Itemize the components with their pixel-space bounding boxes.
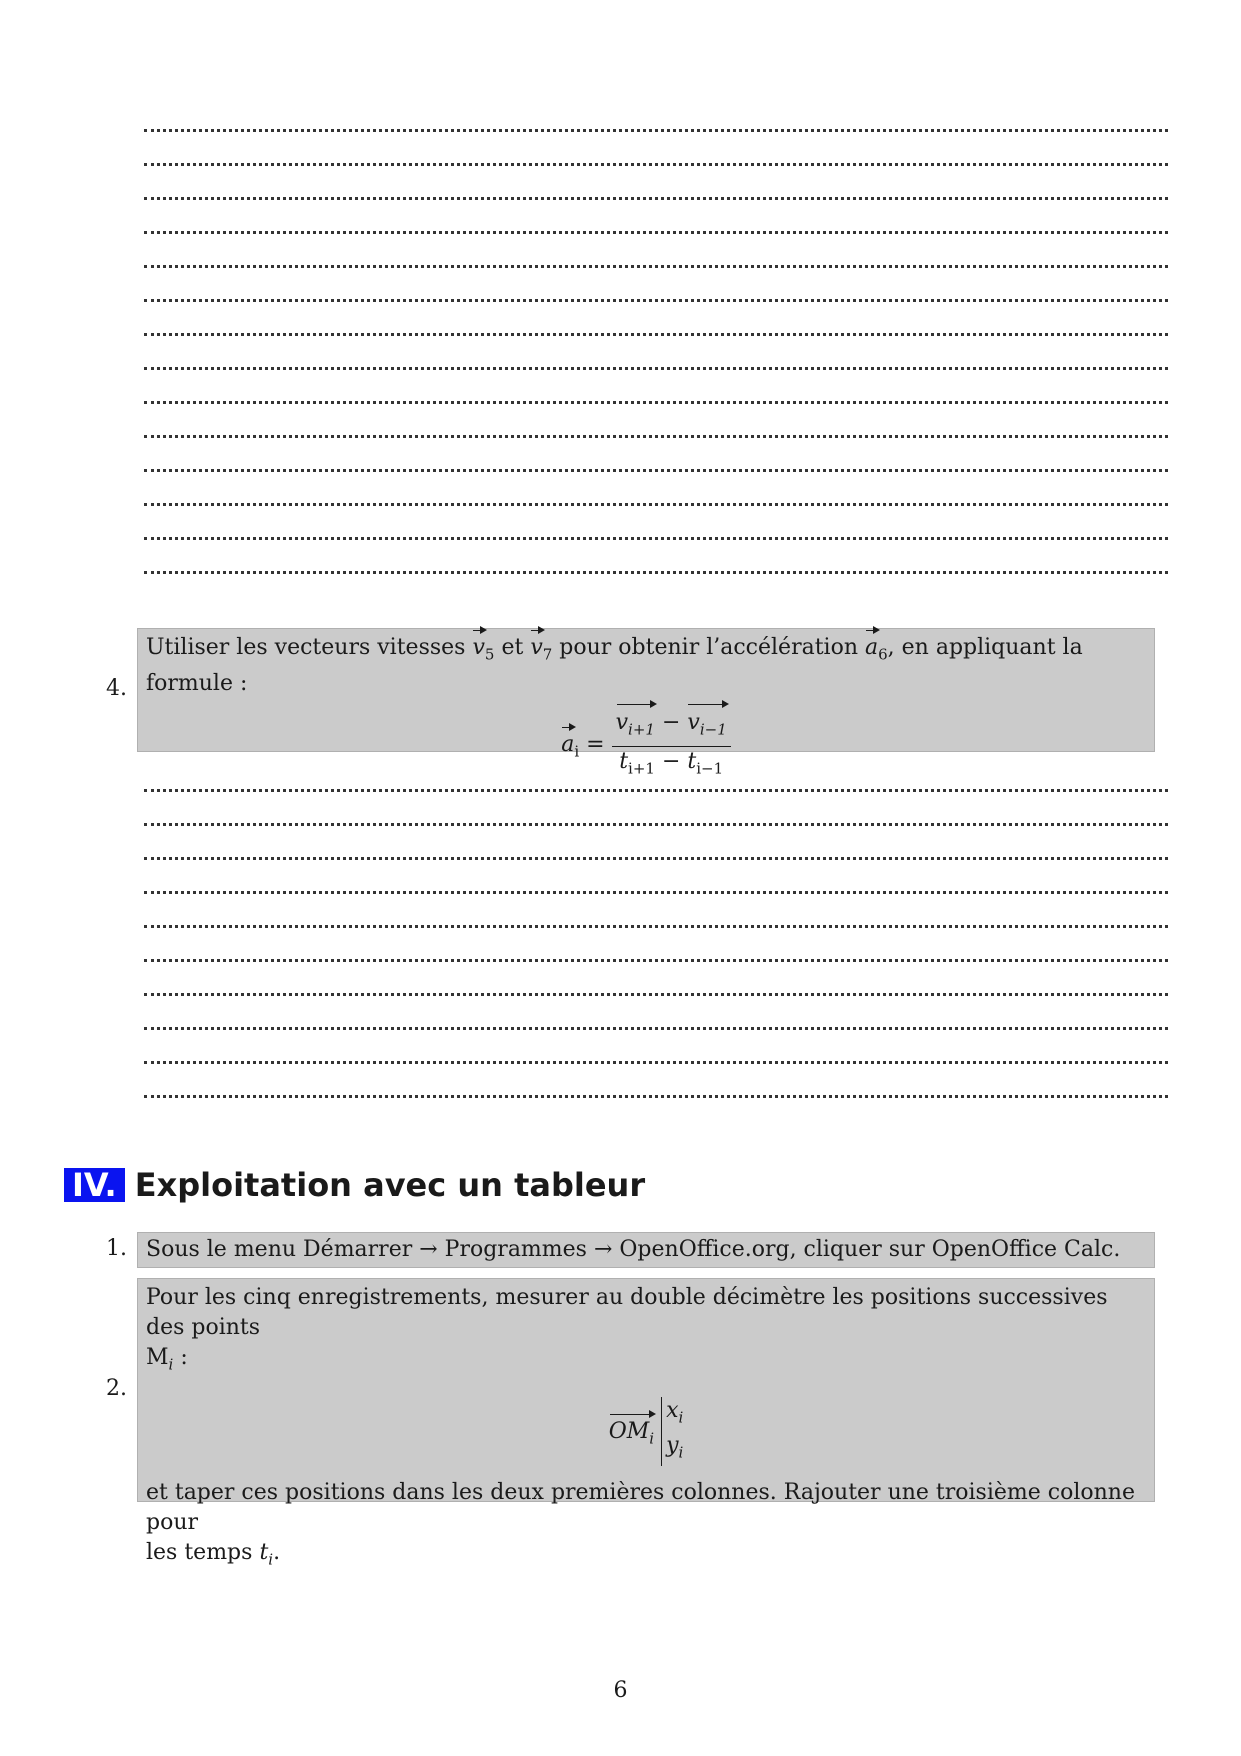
answer-line bbox=[144, 452, 1168, 472]
om-vector-formula: $OM_i$ $x_i$ $y_i$ bbox=[146, 1397, 1146, 1466]
section-title: Exploitation avec un tableur bbox=[134, 1166, 646, 1204]
answer-line bbox=[144, 1010, 1168, 1030]
answer-line bbox=[144, 1078, 1168, 1098]
answer-line bbox=[144, 316, 1168, 336]
answer-line bbox=[144, 350, 1168, 370]
question-4-number: 4. bbox=[106, 676, 127, 701]
answer-line bbox=[144, 282, 1168, 302]
acceleration-formula: $a_i$ = $\frac{v_{i+1} - v_{i-1}}{t_{i+1} - t_{i-1}}$ bbox=[146, 707, 1146, 783]
answer-line bbox=[144, 180, 1168, 200]
question-4-text: Utiliser les vecteurs vitesses $v_5$ et $v_7$ pour obtenir l’accélération $a_6$, en appliquant la formule : bbox=[146, 635, 1083, 697]
item-2-instructions: et taper ces positions dans les deux premières colonnes. Rajouter une troisième colonne pour les temps $t_i$. bbox=[146, 1480, 1135, 1569]
section-heading bbox=[64, 1165, 645, 1205]
answer-line bbox=[144, 486, 1168, 506]
page-number: 6 bbox=[613, 1678, 628, 1703]
question-4-box bbox=[137, 628, 1155, 778]
answer-line bbox=[144, 772, 1168, 792]
formula-fraction: $\frac{v_{i+1} - v_{i-1}}{t_{i+1} - t_{i-1}}$ bbox=[612, 707, 731, 783]
answer-line bbox=[144, 554, 1168, 574]
answer-line bbox=[144, 384, 1168, 404]
answer-line bbox=[144, 418, 1168, 438]
answer-line bbox=[144, 976, 1168, 996]
answer-line bbox=[144, 248, 1168, 268]
answer-line bbox=[144, 942, 1168, 962]
item-2-intro: Pour les cinq enregistrements, mesurer au double décimètre les positions successives des points $M_i$ : bbox=[146, 1285, 1108, 1374]
item-2-number: 2. bbox=[106, 1376, 127, 1401]
answer-line bbox=[144, 112, 1168, 132]
answer-line bbox=[144, 1044, 1168, 1064]
answer-line bbox=[144, 874, 1168, 894]
vector-v: v bbox=[472, 633, 484, 663]
vector-a: a bbox=[865, 633, 878, 663]
answer-line bbox=[144, 908, 1168, 928]
answer-line bbox=[144, 806, 1168, 826]
answer-line bbox=[144, 520, 1168, 540]
item-1-number: 1. bbox=[106, 1236, 127, 1261]
answer-line bbox=[144, 214, 1168, 234]
item-1-text: Sous le menu Démarrer → Programmes → OpenOffice.org, cliquer sur OpenOffice Calc. bbox=[146, 1237, 1121, 1262]
vector-v: v bbox=[530, 633, 542, 663]
item-2-box bbox=[137, 1278, 1155, 1569]
item-1-box bbox=[137, 1232, 1155, 1268]
coordinates-column: $x_i$ $y_i$ bbox=[661, 1397, 683, 1466]
answer-line bbox=[144, 146, 1168, 166]
answer-line bbox=[144, 840, 1168, 860]
section-number-badge: IV. bbox=[64, 1168, 125, 1202]
